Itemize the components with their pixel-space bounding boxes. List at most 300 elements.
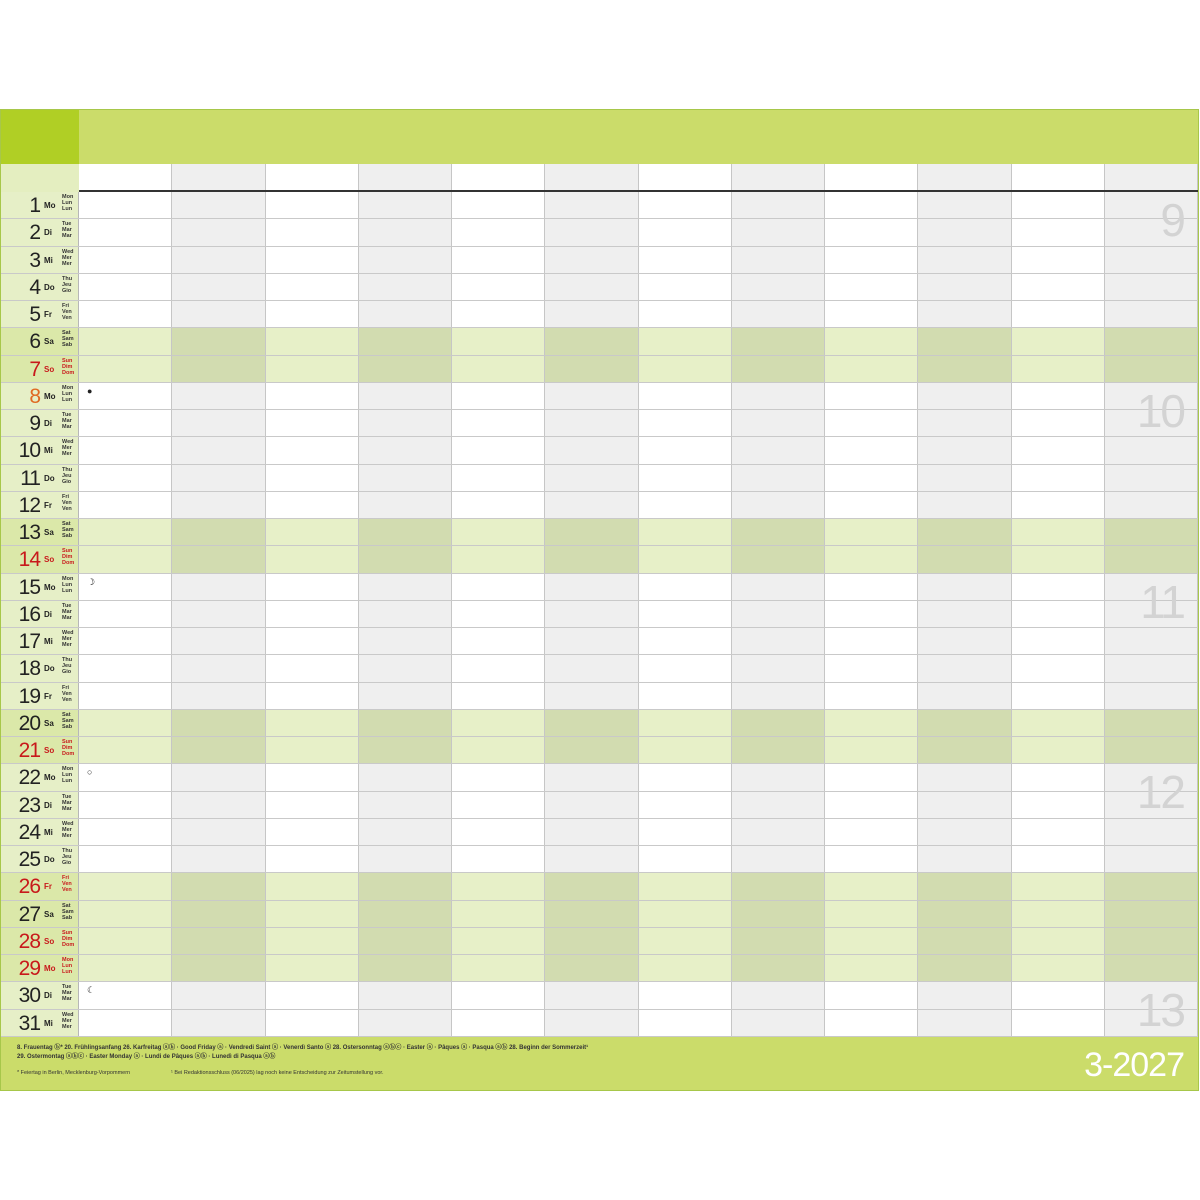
schedule-cell[interactable] [918,928,1011,954]
schedule-cell[interactable] [732,792,825,818]
schedule-cell[interactable] [918,546,1011,572]
schedule-cell[interactable] [545,247,638,273]
schedule-cell[interactable] [639,901,732,927]
schedule-cell[interactable] [639,737,732,763]
schedule-cell[interactable] [452,792,545,818]
schedule-cell[interactable] [452,819,545,845]
schedule-cell[interactable] [1105,628,1198,654]
schedule-cell[interactable] [1012,846,1105,872]
schedule-cell[interactable] [359,710,452,736]
schedule-cell[interactable] [732,846,825,872]
schedule-cell[interactable] [359,792,452,818]
schedule-cell[interactable] [359,492,452,518]
column-header-9[interactable] [825,164,918,190]
schedule-cell[interactable] [79,328,172,354]
schedule-cell[interactable] [1105,901,1198,927]
schedule-cell[interactable] [1012,219,1105,245]
schedule-cell[interactable] [1012,192,1105,218]
schedule-cell[interactable] [172,465,265,491]
schedule-cell[interactable] [639,492,732,518]
schedule-cell[interactable] [452,764,545,790]
schedule-cell[interactable] [452,982,545,1008]
schedule-cell[interactable] [545,437,638,463]
column-headers[interactable] [79,164,1198,190]
schedule-cell[interactable] [79,219,172,245]
schedule-cell[interactable] [359,301,452,327]
schedule-cell[interactable] [266,982,359,1008]
schedule-cell[interactable] [79,710,172,736]
schedule-cell[interactable] [825,546,918,572]
schedule-cell[interactable] [732,465,825,491]
schedule-cell[interactable] [452,601,545,627]
schedule-cell[interactable] [639,819,732,845]
schedule-cell[interactable] [545,737,638,763]
schedule-cell[interactable] [172,192,265,218]
schedule-cell[interactable] [732,301,825,327]
schedule-cell[interactable] [266,737,359,763]
schedule-cell[interactable] [545,628,638,654]
schedule-cell[interactable] [639,628,732,654]
schedule-cell[interactable] [172,356,265,382]
schedule-cell[interactable] [918,710,1011,736]
schedule-cell[interactable] [452,192,545,218]
schedule-cell[interactable] [825,192,918,218]
schedule-cell[interactable] [545,274,638,300]
schedule-cell[interactable] [266,219,359,245]
schedule-cell[interactable] [825,928,918,954]
schedule-cell[interactable] [732,710,825,736]
schedule-cell[interactable] [639,982,732,1008]
schedule-cell[interactable] [639,356,732,382]
schedule-cell[interactable] [825,982,918,1008]
column-header-11[interactable] [1012,164,1105,190]
schedule-cell[interactable] [918,328,1011,354]
schedule-cell[interactable] [918,1010,1011,1036]
schedule-cell[interactable] [172,492,265,518]
schedule-cell[interactable] [266,356,359,382]
schedule-cell[interactable] [359,655,452,681]
schedule-cell[interactable] [1012,928,1105,954]
schedule-cell[interactable] [825,737,918,763]
schedule-cell[interactable] [1012,247,1105,273]
schedule-cell[interactable] [359,219,452,245]
schedule-cell[interactable] [359,546,452,572]
schedule-cell[interactable] [1012,710,1105,736]
schedule-cell[interactable] [825,465,918,491]
schedule-cell[interactable] [639,465,732,491]
schedule-cell[interactable] [266,819,359,845]
schedule-cell[interactable] [825,247,918,273]
schedule-cell[interactable] [825,1010,918,1036]
schedule-cell[interactable] [1012,792,1105,818]
schedule-cell[interactable] [1012,410,1105,436]
schedule-cell[interactable] [732,819,825,845]
schedule-cell[interactable] [1012,737,1105,763]
schedule-cell[interactable] [266,328,359,354]
schedule-cell[interactable] [79,901,172,927]
schedule-cell[interactable] [266,492,359,518]
schedule-cell[interactable] [825,437,918,463]
schedule-cell[interactable] [545,383,638,409]
schedule-cell[interactable] [452,274,545,300]
schedule-cell[interactable] [545,546,638,572]
schedule-cell[interactable] [359,328,452,354]
schedule-cell[interactable] [172,601,265,627]
schedule-cell[interactable] [732,628,825,654]
schedule-cell[interactable] [639,710,732,736]
schedule-cell[interactable] [732,192,825,218]
schedule-cell[interactable] [452,710,545,736]
schedule-cell[interactable] [825,274,918,300]
schedule-cell[interactable] [545,710,638,736]
schedule-cell[interactable] [172,955,265,981]
schedule-cell[interactable] [918,737,1011,763]
schedule-cell[interactable] [918,247,1011,273]
schedule-cell[interactable] [1105,955,1198,981]
schedule-cell[interactable] [825,574,918,600]
schedule-cell[interactable] [1105,492,1198,518]
schedule-cell[interactable] [79,873,172,899]
schedule-cell[interactable] [918,383,1011,409]
schedule-cell[interactable] [359,383,452,409]
schedule-cell[interactable] [545,819,638,845]
schedule-cell[interactable] [172,737,265,763]
schedule-cell[interactable] [452,901,545,927]
schedule-cell[interactable] [825,846,918,872]
schedule-cell[interactable] [79,655,172,681]
schedule-cell[interactable] [359,247,452,273]
schedule-cell[interactable] [918,846,1011,872]
schedule-cell[interactable] [732,982,825,1008]
schedule-cell[interactable] [172,1010,265,1036]
schedule-cell[interactable] [918,301,1011,327]
schedule-cell[interactable] [266,846,359,872]
schedule-cell[interactable] [172,410,265,436]
schedule-cell[interactable] [359,465,452,491]
schedule-cell[interactable] [452,410,545,436]
schedule-cell[interactable] [1105,465,1198,491]
schedule-cell[interactable] [172,873,265,899]
schedule-cell[interactable] [918,819,1011,845]
schedule-cell[interactable] [732,601,825,627]
schedule-cell[interactable] [918,492,1011,518]
schedule-cell[interactable] [639,437,732,463]
schedule-cell[interactable] [1012,301,1105,327]
schedule-cell[interactable] [732,519,825,545]
schedule-cell[interactable] [266,437,359,463]
schedule-cell[interactable] [79,1010,172,1036]
schedule-cell[interactable] [172,819,265,845]
schedule-cell[interactable] [639,383,732,409]
schedule-cell[interactable] [918,410,1011,436]
schedule-cell[interactable] [545,601,638,627]
schedule-cell[interactable] [1012,955,1105,981]
schedule-cell[interactable] [1105,247,1198,273]
schedule-cell[interactable] [1012,901,1105,927]
schedule-cell[interactable] [1012,873,1105,899]
schedule-cell[interactable] [545,928,638,954]
schedule-cell[interactable] [359,628,452,654]
column-header-4[interactable] [359,164,452,190]
schedule-cell[interactable] [639,274,732,300]
schedule-cell[interactable] [172,764,265,790]
schedule-cell[interactable] [1012,683,1105,709]
schedule-cell[interactable] [452,628,545,654]
schedule-cell[interactable] [79,764,172,790]
schedule-cell[interactable] [825,356,918,382]
schedule-cell[interactable] [79,601,172,627]
schedule-cell[interactable] [639,1010,732,1036]
schedule-cell[interactable] [1105,356,1198,382]
schedule-cell[interactable] [172,519,265,545]
schedule-cell[interactable] [266,383,359,409]
schedule-cell[interactable] [1105,819,1198,845]
schedule-cell[interactable] [266,601,359,627]
schedule-cell[interactable] [266,873,359,899]
schedule-cell[interactable] [1012,383,1105,409]
schedule-cell[interactable] [639,574,732,600]
schedule-cell[interactable] [825,683,918,709]
schedule-cell[interactable] [825,628,918,654]
schedule-cell[interactable] [545,792,638,818]
schedule-cell[interactable] [545,410,638,436]
schedule-cell[interactable] [266,710,359,736]
schedule-cell[interactable] [825,492,918,518]
schedule-cell[interactable] [545,328,638,354]
schedule-cell[interactable] [359,873,452,899]
schedule-cell[interactable] [1105,519,1198,545]
schedule-cell[interactable] [1012,328,1105,354]
schedule-cell[interactable] [732,574,825,600]
schedule-cell[interactable] [918,628,1011,654]
schedule-cell[interactable] [825,901,918,927]
schedule-cell[interactable] [452,873,545,899]
schedule-cell[interactable] [79,955,172,981]
schedule-cell[interactable] [545,219,638,245]
schedule-cell[interactable] [266,301,359,327]
schedule-cell[interactable] [266,928,359,954]
schedule-cell[interactable] [732,955,825,981]
schedule-cell[interactable] [266,574,359,600]
schedule-cell[interactable] [545,846,638,872]
schedule-cell[interactable] [639,955,732,981]
schedule-cell[interactable] [1105,710,1198,736]
schedule-cell[interactable] [545,1010,638,1036]
schedule-cell[interactable] [639,792,732,818]
schedule-cell[interactable] [172,792,265,818]
schedule-cell[interactable] [918,873,1011,899]
schedule-cell[interactable] [825,764,918,790]
schedule-cell[interactable] [359,601,452,627]
schedule-cell[interactable] [918,465,1011,491]
schedule-cell[interactable] [79,628,172,654]
schedule-cell[interactable] [452,655,545,681]
schedule-cell[interactable] [639,192,732,218]
column-header-10[interactable] [918,164,1011,190]
schedule-cell[interactable] [452,574,545,600]
schedule-cell[interactable] [79,192,172,218]
schedule-cell[interactable] [545,574,638,600]
schedule-cell[interactable] [79,492,172,518]
schedule-cell[interactable] [732,274,825,300]
schedule-cell[interactable] [545,683,638,709]
schedule-cell[interactable] [452,1010,545,1036]
schedule-cell[interactable] [452,465,545,491]
schedule-cell[interactable] [359,519,452,545]
schedule-cell[interactable] [639,247,732,273]
schedule-cell[interactable] [732,328,825,354]
schedule-cell[interactable] [639,846,732,872]
schedule-cell[interactable] [79,301,172,327]
schedule-cell[interactable] [545,873,638,899]
schedule-cell[interactable] [918,192,1011,218]
schedule-cell[interactable] [918,655,1011,681]
schedule-cell[interactable] [359,574,452,600]
schedule-cell[interactable] [732,219,825,245]
schedule-cell[interactable] [359,683,452,709]
schedule-cell[interactable] [1012,465,1105,491]
schedule-cell[interactable] [1105,328,1198,354]
schedule-cell[interactable] [266,192,359,218]
schedule-cell[interactable] [1105,219,1198,245]
schedule-cell[interactable] [79,819,172,845]
column-header-6[interactable] [545,164,638,190]
schedule-cell[interactable] [452,247,545,273]
column-header-8[interactable] [732,164,825,190]
schedule-cell[interactable] [918,574,1011,600]
schedule-cell[interactable] [1012,819,1105,845]
schedule-cell[interactable] [359,819,452,845]
schedule-cell[interactable] [79,274,172,300]
column-header-7[interactable] [639,164,732,190]
schedule-cell[interactable] [266,410,359,436]
schedule-cell[interactable] [172,383,265,409]
schedule-cell[interactable] [172,574,265,600]
schedule-cell[interactable] [918,274,1011,300]
schedule-cell[interactable] [359,928,452,954]
schedule-cell[interactable] [172,901,265,927]
schedule-cell[interactable] [639,764,732,790]
schedule-cell[interactable] [639,519,732,545]
schedule-cell[interactable] [918,356,1011,382]
schedule-cell[interactable] [359,846,452,872]
schedule-cell[interactable] [732,873,825,899]
schedule-cell[interactable] [918,764,1011,790]
schedule-cell[interactable] [918,219,1011,245]
schedule-cell[interactable] [639,655,732,681]
schedule-cell[interactable] [79,410,172,436]
schedule-cell[interactable] [918,955,1011,981]
schedule-cell[interactable] [825,328,918,354]
schedule-cell[interactable] [79,683,172,709]
schedule-cell[interactable] [172,301,265,327]
schedule-cell[interactable] [639,601,732,627]
schedule-cell[interactable] [639,873,732,899]
schedule-cell[interactable] [172,274,265,300]
schedule-cell[interactable] [452,219,545,245]
schedule-cell[interactable] [732,410,825,436]
schedule-cell[interactable] [825,710,918,736]
schedule-cell[interactable] [732,901,825,927]
schedule-cell[interactable] [172,846,265,872]
schedule-cell[interactable] [172,710,265,736]
schedule-cell[interactable] [1012,574,1105,600]
schedule-cell[interactable] [545,301,638,327]
schedule-cell[interactable] [639,928,732,954]
schedule-cell[interactable] [1012,519,1105,545]
schedule-cell[interactable] [825,219,918,245]
schedule-cell[interactable] [79,792,172,818]
schedule-cell[interactable] [266,465,359,491]
schedule-cell[interactable] [1012,437,1105,463]
schedule-cell[interactable] [79,737,172,763]
schedule-cell[interactable] [545,519,638,545]
schedule-cell[interactable] [732,247,825,273]
schedule-cell[interactable] [359,737,452,763]
schedule-cell[interactable] [1105,301,1198,327]
schedule-cell[interactable] [1105,873,1198,899]
schedule-cell[interactable] [172,437,265,463]
schedule-cell[interactable] [1012,764,1105,790]
schedule-cell[interactable] [1012,982,1105,1008]
schedule-cell[interactable] [918,519,1011,545]
schedule-cell[interactable] [452,437,545,463]
schedule-cell[interactable] [172,219,265,245]
schedule-cell[interactable] [172,928,265,954]
schedule-cell[interactable] [545,955,638,981]
schedule-cell[interactable] [266,901,359,927]
schedule-cell[interactable] [732,383,825,409]
schedule-cell[interactable] [545,764,638,790]
column-header-1[interactable] [79,164,172,190]
schedule-cell[interactable] [79,437,172,463]
schedule-cell[interactable] [266,519,359,545]
schedule-cell[interactable] [79,546,172,572]
schedule-cell[interactable] [172,628,265,654]
schedule-cell[interactable] [825,519,918,545]
schedule-cell[interactable] [452,928,545,954]
schedule-cell[interactable] [1105,274,1198,300]
schedule-cell[interactable] [639,219,732,245]
schedule-cell[interactable] [732,1010,825,1036]
schedule-cell[interactable] [639,410,732,436]
schedule-cell[interactable] [452,546,545,572]
schedule-cell[interactable] [452,383,545,409]
schedule-cell[interactable] [79,846,172,872]
schedule-cell[interactable] [452,683,545,709]
schedule-cell[interactable] [732,437,825,463]
schedule-cell[interactable] [1012,1010,1105,1036]
schedule-cell[interactable] [1105,192,1198,218]
schedule-cell[interactable] [359,982,452,1008]
schedule-cell[interactable] [1012,356,1105,382]
schedule-cell[interactable] [1012,492,1105,518]
schedule-cell[interactable] [918,437,1011,463]
schedule-cell[interactable] [452,356,545,382]
column-header-3[interactable] [266,164,359,190]
schedule-cell[interactable] [825,301,918,327]
schedule-cell[interactable] [452,846,545,872]
schedule-cell[interactable] [918,601,1011,627]
schedule-cell[interactable] [266,955,359,981]
schedule-cell[interactable] [732,655,825,681]
schedule-cell[interactable] [172,247,265,273]
schedule-cell[interactable] [1105,655,1198,681]
schedule-cell[interactable] [1012,601,1105,627]
schedule-cell[interactable] [172,655,265,681]
schedule-cell[interactable] [452,955,545,981]
schedule-cell[interactable] [79,928,172,954]
